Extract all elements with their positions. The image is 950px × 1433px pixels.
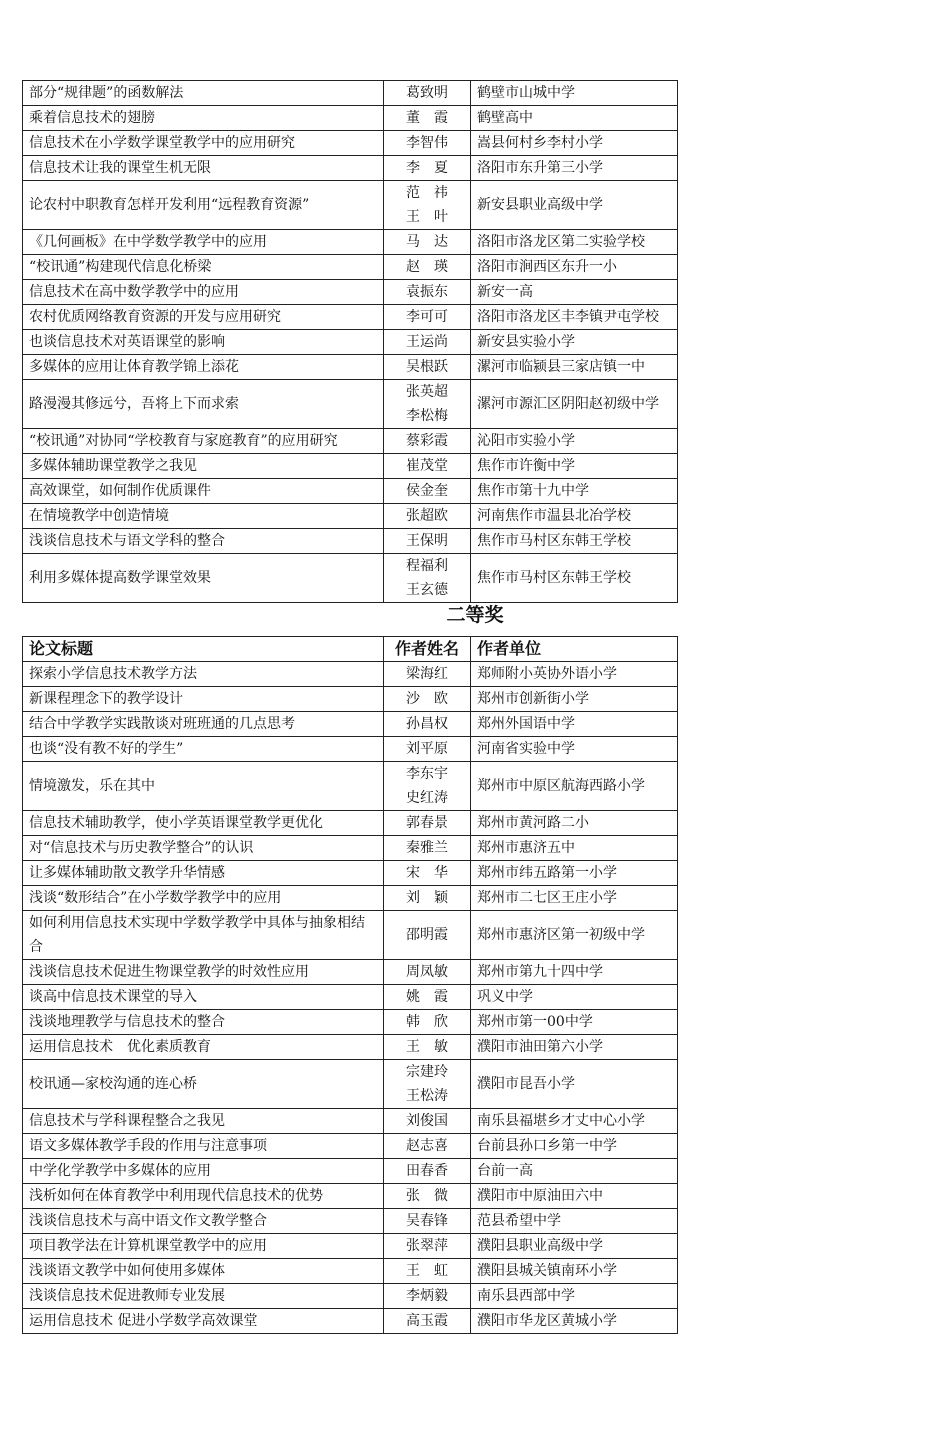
author-unit-cell: 濮阳市华龙区黄城小学 [471, 1309, 678, 1334]
author-unit-cell: 焦作市马村区东韩王学校 [471, 554, 678, 603]
author-name: 袁振东 [406, 284, 448, 300]
author-unit-cell: 南乐县福堪乡才丈中心小学 [471, 1109, 678, 1134]
author-unit-cell: 台前县孙口乡第一中学 [471, 1134, 678, 1159]
paper-title-cell: 浅谈地理教学与信息技术的整合 [23, 1010, 384, 1035]
author-name: 李东宇 [406, 766, 448, 782]
author-unit-cell: 台前一高 [471, 1159, 678, 1184]
author-unit-cell: 濮阳市昆吾小学 [471, 1060, 678, 1109]
paper-title-cell: 如何利用信息技术实现中学数学教学中具体与抽象相结合 [23, 911, 384, 960]
author-name-cell [384, 985, 471, 1010]
author-name: 程福利 [406, 558, 448, 574]
author-name-cell [384, 1134, 471, 1159]
author-name: 梁海红 [406, 666, 448, 682]
author-name: 郭春景 [406, 815, 448, 831]
table-row [23, 1010, 678, 1035]
author-name-cell [384, 454, 471, 479]
paper-title-cell: 中学化学教学中多媒体的应用 [23, 1159, 384, 1184]
author-name: 王 叶 [406, 209, 448, 225]
paper-title-cell: 高效课堂，如何制作优质课件 [23, 479, 384, 504]
paper-title-cell: 情境激发，乐在其中 [23, 762, 384, 811]
table-row [23, 554, 678, 603]
paper-title-cell: 浅谈信息技术促进生物课堂教学的时效性应用 [23, 960, 384, 985]
section-heading-second-prize: 二等奖 [446, 604, 504, 626]
author-unit-cell: 鹤壁市山城中学 [471, 81, 678, 106]
paper-title-cell: 《几何画板》在中学数学教学中的应用 [23, 230, 384, 255]
table-row [23, 1134, 678, 1159]
author-unit-cell: 新安一高 [471, 280, 678, 305]
table-row [23, 504, 678, 529]
author-name: 范 祎 [406, 185, 448, 201]
author-name: 王运尚 [406, 334, 448, 350]
author-name-cell [384, 355, 471, 380]
author-name: 吴春锋 [406, 1213, 448, 1229]
author-name-cell [384, 662, 471, 687]
author-name: 马 达 [406, 234, 448, 250]
author-name-cell [384, 479, 471, 504]
author-name-cell [384, 1010, 471, 1035]
author-name: 王 敏 [406, 1039, 448, 1055]
author-name-cell [384, 504, 471, 529]
table-row [23, 305, 678, 330]
paper-title-cell: 浅谈信息技术与高中语文作文教学整合 [23, 1209, 384, 1234]
author-name: 宋 华 [406, 865, 448, 881]
author-name-cell [384, 811, 471, 836]
table-row [23, 1184, 678, 1209]
author-name: 王保明 [406, 533, 448, 549]
author-name: 沙 欧 [406, 691, 448, 707]
paper-title-cell: 语文多媒体教学手段的作用与注意事项 [23, 1134, 384, 1159]
author-unit-cell: 濮阳县职业高级中学 [471, 1234, 678, 1259]
author-unit-cell: 漯河市临颍县三家店镇一中 [471, 355, 678, 380]
author-unit-cell: 郑州市惠济区第一初级中学 [471, 911, 678, 960]
awards-table-continued [22, 80, 678, 603]
author-name: 田春香 [406, 1163, 448, 1179]
author-name: 张超欧 [406, 508, 448, 524]
author-name: 蔡彩霞 [406, 433, 448, 449]
author-unit-cell: 郑州市二七区王庄小学 [471, 886, 678, 911]
author-name-cell [384, 1109, 471, 1134]
paper-title-cell: “校讯通”构建现代信息化桥梁 [23, 255, 384, 280]
author-unit-cell: 洛阳市洛龙区丰李镇尹屯学校 [471, 305, 678, 330]
paper-title-cell: 论农村中职教育怎样开发利用“远程教育资源” [23, 181, 384, 230]
table-row [23, 280, 678, 305]
table-row [23, 687, 678, 712]
paper-title-cell: 新课程理念下的教学设计 [23, 687, 384, 712]
author-name: 史红涛 [406, 790, 448, 806]
header-paper-title: 论文标题 [23, 637, 384, 662]
author-name-cell [384, 230, 471, 255]
table-row [23, 380, 678, 429]
author-unit-cell: 嵩县何村乡李村小学 [471, 131, 678, 156]
author-unit-cell: 焦作市许衡中学 [471, 454, 678, 479]
paper-title-cell: “校讯通”对协同“学校教育与家庭教育”的应用研究 [23, 429, 384, 454]
paper-title-cell: 也谈信息技术对英语课堂的影响 [23, 330, 384, 355]
author-name: 崔茂堂 [406, 458, 448, 474]
paper-title-cell: 也谈“没有教不好的学生” [23, 737, 384, 762]
author-unit-cell: 洛阳市涧西区东升一小 [471, 255, 678, 280]
table-row [23, 1309, 678, 1334]
author-unit-cell: 巩义中学 [471, 985, 678, 1010]
author-name-cell [384, 762, 471, 811]
author-name-cell [384, 1184, 471, 1209]
author-unit-cell: 新安县实验小学 [471, 330, 678, 355]
table-row [23, 181, 678, 230]
author-name-cell [384, 861, 471, 886]
author-name-cell [384, 380, 471, 429]
paper-title-cell: 谈高中信息技术课堂的导入 [23, 985, 384, 1010]
table-row [23, 479, 678, 504]
author-unit-cell: 郑州市第一00中学 [471, 1010, 678, 1035]
table-row [23, 1109, 678, 1134]
paper-title-cell: 乘着信息技术的翅膀 [23, 106, 384, 131]
author-name-cell [384, 280, 471, 305]
author-name-cell [384, 255, 471, 280]
author-name-cell [384, 81, 471, 106]
author-name: 张翠萍 [406, 1238, 448, 1254]
table-row [23, 985, 678, 1010]
paper-title-cell: 在情境教学中创造情境 [23, 504, 384, 529]
table-row [23, 230, 678, 255]
author-name: 刘平原 [406, 741, 448, 757]
author-name: 李智伟 [406, 135, 448, 151]
author-name: 姚 霞 [406, 989, 448, 1005]
table-row [23, 81, 678, 106]
paper-title-cell: 运用信息技术 优化素质教育 [23, 1035, 384, 1060]
table-row [23, 156, 678, 181]
paper-title-cell: 浅析如何在体育教学中利用现代信息技术的优势 [23, 1184, 384, 1209]
author-name: 孙昌权 [406, 716, 448, 732]
author-unit-cell: 郑州市创新街小学 [471, 687, 678, 712]
author-name: 董 霞 [406, 110, 448, 126]
author-unit-cell: 南乐县西部中学 [471, 1284, 678, 1309]
author-name: 韩 欣 [406, 1014, 448, 1030]
author-name-cell [384, 960, 471, 985]
author-name: 秦雅兰 [406, 840, 448, 856]
paper-title-cell: 探索小学信息技术教学方法 [23, 662, 384, 687]
author-unit-cell: 洛阳市洛龙区第二实验学校 [471, 230, 678, 255]
paper-title-cell: 农村优质网络教育资源的开发与应用研究 [23, 305, 384, 330]
table-header-row [23, 637, 678, 662]
author-name: 吴根跃 [406, 359, 448, 375]
paper-title-cell: 信息技术与学科课程整合之我见 [23, 1109, 384, 1134]
author-unit-cell: 河南省实验中学 [471, 737, 678, 762]
paper-title-cell: 路漫漫其修远兮，吾将上下而求索 [23, 380, 384, 429]
author-unit-cell: 焦作市马村区东韩王学校 [471, 529, 678, 554]
author-name: 葛致明 [406, 85, 448, 101]
author-name-cell [384, 1284, 471, 1309]
author-name-cell [384, 687, 471, 712]
author-unit-cell: 漯河市源汇区阴阳赵初级中学 [471, 380, 678, 429]
paper-title-cell: 项目教学法在计算机课堂教学中的应用 [23, 1234, 384, 1259]
paper-title-cell: 浅谈信息技术促进教师专业发展 [23, 1284, 384, 1309]
author-name: 李松梅 [406, 408, 448, 424]
table-row [23, 255, 678, 280]
author-unit-cell: 范县希望中学 [471, 1209, 678, 1234]
header-author-unit: 作者单位 [471, 637, 678, 662]
paper-title-cell: 让多媒体辅助散文教学升华情感 [23, 861, 384, 886]
author-unit-cell: 濮阳县城关镇南环小学 [471, 1259, 678, 1284]
table-row [23, 737, 678, 762]
author-name-cell [384, 886, 471, 911]
table-row [23, 131, 678, 156]
author-unit-cell: 郑州市纬五路第一小学 [471, 861, 678, 886]
author-name: 周凤敏 [406, 964, 448, 980]
author-name-cell [384, 330, 471, 355]
author-unit-cell: 濮阳市中原油田六中 [471, 1184, 678, 1209]
table-row [23, 836, 678, 861]
author-unit-cell: 鹤壁高中 [471, 106, 678, 131]
author-name-cell [384, 181, 471, 230]
author-name: 张 微 [406, 1188, 448, 1204]
author-name-cell [384, 1259, 471, 1284]
author-name-cell [384, 1035, 471, 1060]
author-name-cell [384, 131, 471, 156]
paper-title-cell: 信息技术在高中数学教学中的应用 [23, 280, 384, 305]
awards-table-second-prize [22, 636, 678, 1334]
table-row [23, 960, 678, 985]
paper-title-cell: 部分“规律题”的函数解法 [23, 81, 384, 106]
table-row [23, 662, 678, 687]
paper-title-cell: 浅谈语文教学中如何使用多媒体 [23, 1259, 384, 1284]
table-row [23, 355, 678, 380]
table-row [23, 712, 678, 737]
author-name-cell [384, 1309, 471, 1334]
author-unit-cell: 郑州外国语中学 [471, 712, 678, 737]
paper-title-cell: 利用多媒体提高数学课堂效果 [23, 554, 384, 603]
author-name-cell [384, 1234, 471, 1259]
author-unit-cell: 沁阳市实验小学 [471, 429, 678, 454]
table-row [23, 1284, 678, 1309]
table-row [23, 762, 678, 811]
paper-title-cell: 对“信息技术与历史教学整合”的认识 [23, 836, 384, 861]
author-name-cell [384, 836, 471, 861]
paper-title-cell: 浅谈信息技术与语文学科的整合 [23, 529, 384, 554]
author-name: 赵 瑛 [406, 259, 448, 275]
table-row [23, 429, 678, 454]
author-unit-cell: 濮阳市油田第六小学 [471, 1035, 678, 1060]
author-name-cell [384, 911, 471, 960]
author-unit-cell: 郑州市惠济五中 [471, 836, 678, 861]
table-row [23, 811, 678, 836]
table-row [23, 1259, 678, 1284]
table-row [23, 886, 678, 911]
author-name: 邵明霞 [406, 927, 448, 943]
author-name: 张英超 [406, 384, 448, 400]
author-name: 李 夏 [406, 160, 448, 176]
author-name-cell [384, 1209, 471, 1234]
paper-title-cell: 多媒体辅助课堂教学之我见 [23, 454, 384, 479]
author-name: 李可可 [406, 309, 448, 325]
author-name-cell [384, 712, 471, 737]
author-name-cell [384, 1060, 471, 1109]
author-name-cell [384, 305, 471, 330]
table-row [23, 529, 678, 554]
table-row [23, 454, 678, 479]
author-name: 刘 颖 [406, 890, 448, 906]
author-name: 刘俊国 [406, 1113, 448, 1129]
author-name-cell [384, 1159, 471, 1184]
paper-title-cell: 多媒体的应用让体育教学锦上添花 [23, 355, 384, 380]
author-name: 宗建玲 [406, 1064, 448, 1080]
author-name: 王 虹 [406, 1263, 448, 1279]
paper-title-cell: 信息技术辅助教学，使小学英语课堂教学更优化 [23, 811, 384, 836]
table-row [23, 1234, 678, 1259]
author-name-cell [384, 429, 471, 454]
author-name: 赵志喜 [406, 1138, 448, 1154]
paper-title-cell: 校讯通—家校沟通的连心桥 [23, 1060, 384, 1109]
paper-title-cell: 浅谈“数形结合”在小学数学教学中的应用 [23, 886, 384, 911]
paper-title-cell: 结合中学教学实践散谈对班班通的几点思考 [23, 712, 384, 737]
author-unit-cell: 洛阳市东升第三小学 [471, 156, 678, 181]
author-name-cell [384, 554, 471, 603]
author-name: 侯金奎 [406, 483, 448, 499]
author-name-cell [384, 529, 471, 554]
author-name: 王玄德 [406, 582, 448, 598]
table-row [23, 106, 678, 131]
author-name-cell [384, 106, 471, 131]
table-row [23, 1035, 678, 1060]
table-row [23, 1209, 678, 1234]
table-row [23, 1060, 678, 1109]
author-unit-cell: 郑州市第九十四中学 [471, 960, 678, 985]
author-name: 王松涛 [406, 1088, 448, 1104]
table-row [23, 911, 678, 960]
table-row [23, 861, 678, 886]
author-unit-cell: 新安县职业高级中学 [471, 181, 678, 230]
author-unit-cell: 河南焦作市温县北冶学校 [471, 504, 678, 529]
author-unit-cell: 郑师附小英协外语小学 [471, 662, 678, 687]
paper-title-cell: 运用信息技术 促进小学数学高效课堂 [23, 1309, 384, 1334]
author-name-cell [384, 156, 471, 181]
paper-title-cell: 信息技术在小学数学课堂教学中的应用研究 [23, 131, 384, 156]
table-row [23, 330, 678, 355]
author-name-cell [384, 737, 471, 762]
paper-title-cell: 信息技术让我的课堂生机无限 [23, 156, 384, 181]
author-unit-cell: 焦作市第十九中学 [471, 479, 678, 504]
table-row [23, 1159, 678, 1184]
author-unit-cell: 郑州市黄河路二小 [471, 811, 678, 836]
author-name: 高玉霞 [406, 1313, 448, 1329]
header-author-name: 作者姓名 [384, 637, 471, 662]
author-name: 李炳毅 [406, 1288, 448, 1304]
author-unit-cell: 郑州市中原区航海西路小学 [471, 762, 678, 811]
